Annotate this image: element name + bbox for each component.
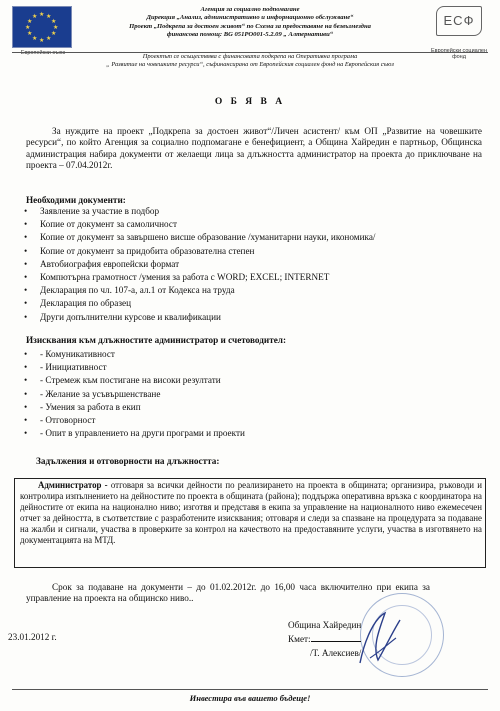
duties-text: отговаря за всички дейности по реализирането на проекта в общината; организира, ръководи и контролира изпълнението на дейностите по проекта в общината (района); поддържа оперативна връзка с координатора на дейностите от екипа на национално ниво; изготвя и представя в екипа за управление на националното ниво ежемесечен отчет за дейността, в съответствие с разработените изисквания; отговаря и следи за спазване на процедурата за подаване на жалби и сигнали, участва в проверките за контрол на качеството на предоставяните услуги, участва в изготвянето на документацията на МТД. bbox=[20, 480, 483, 545]
header-line-3: Проект „Подкрепа за достоен живот“ по Схема за предоставяне на безвъзмездна bbox=[129, 22, 371, 30]
project-header bbox=[78, 6, 422, 39]
header-line-4: финансова помощ: BG 051PO001-5.2.09 „ Алтернативи“ bbox=[166, 30, 334, 38]
document-date: 23.01.2012 г. bbox=[8, 632, 57, 642]
page-title: О Б Я В А bbox=[214, 97, 286, 107]
duties-role: Администратор - bbox=[38, 480, 108, 490]
footer-slogan: Инвестира във вашето бъдеще! bbox=[189, 693, 311, 703]
signature-block bbox=[288, 618, 361, 660]
list-item: • - Желание за усъвършенстване bbox=[22, 388, 245, 401]
documents-list bbox=[22, 205, 375, 324]
eu-logo bbox=[12, 6, 74, 56]
project-funding-note bbox=[30, 53, 470, 69]
list-item: • Декларация по чл. 107-а, ал.1 от Кодекса на труда bbox=[22, 284, 375, 297]
deadline-paragraph: Срок за подаване на документи – до 01.02.2012г. до 16,00 часа включително при екипа за управление на проекта на общинско ниво.. bbox=[26, 582, 430, 604]
footer-divider bbox=[12, 689, 488, 690]
requirements-list bbox=[22, 348, 245, 440]
list-item: • - Комуникативност bbox=[22, 348, 245, 361]
signature-org: Община Хайредин bbox=[288, 620, 362, 630]
header-line-6: „ Развитие на човешките ресурси“, съфинансирана от Европейския социален фонд на Европейския съюз bbox=[106, 61, 394, 68]
signature-name: /Т. Алексиев/ bbox=[310, 648, 362, 658]
list-item: • - Стремеж към постигане на високи резултати bbox=[22, 374, 245, 387]
intro-paragraph: За нуждите на проект „Подкрепа за достоен живот“/Личен асистент/ към ОП „Развитие на човешките ресурси“, по който Агенция за социално подпомагане е бенефициент, а Община Хайредин е партньор, Общинска администрация набира документи от желаещи лица за длъжността администратор на проекта до приключване на проекта – 07.04.2012г. bbox=[26, 126, 482, 171]
header-line-5: Проектът се осъществява с финансовата подкрепа на Оперативна програма bbox=[142, 53, 358, 60]
signature-label-row bbox=[288, 632, 361, 646]
signature-label: Кмет: bbox=[288, 634, 311, 644]
eu-logo-caption: Европейски съюз bbox=[20, 50, 66, 56]
eu-flag-icon: ★ ★ ★ ★ ★ ★ ★ ★ ★ ★ ★ ★ bbox=[12, 6, 72, 48]
header-line-2: Дирекция „Анализ, административно и информационно обслужване“ bbox=[146, 14, 354, 22]
list-item: • Копие от документ за придобита образователна степен bbox=[22, 245, 375, 258]
list-item: • Други допълнителни курсове и квалификации bbox=[22, 311, 375, 324]
list-item: • - Умения за работа в екип bbox=[22, 401, 245, 414]
list-item: • Автобиография европейски формат bbox=[22, 258, 375, 271]
list-item: • - Инициативност bbox=[22, 361, 245, 374]
requirements-heading: Изисквания към длъжностите администратор и счетоводител: bbox=[26, 335, 287, 345]
esf-logo-mark: ЕСФ bbox=[436, 6, 482, 36]
list-item: • Заявление за участие в подбор bbox=[22, 205, 375, 218]
list-item: • Компютърна грамотност /умения за работа с WORD; EXCEL; INTERNET bbox=[22, 271, 375, 284]
list-item: • Копие от документ за завършено висше образование /хуманитарни науки, икономика/ bbox=[22, 231, 375, 244]
list-item: • Декларация по образец bbox=[22, 297, 375, 310]
documents-heading: Необходими документи: bbox=[26, 195, 126, 205]
signature-line bbox=[311, 641, 361, 642]
header-line-1: Агенция за социално подпомагане bbox=[200, 6, 300, 13]
duties-heading: Задължения и отговорности на длъжността: bbox=[36, 456, 220, 466]
esf-logo-caption: Европейски социален фонд bbox=[430, 48, 488, 60]
list-item: • Копие от документ за самоличност bbox=[22, 218, 375, 231]
duties-paragraph bbox=[20, 480, 482, 546]
list-item: • - Отговорност bbox=[22, 414, 245, 427]
list-item: • - Опит в управлението на други програми и проекти bbox=[22, 427, 245, 440]
